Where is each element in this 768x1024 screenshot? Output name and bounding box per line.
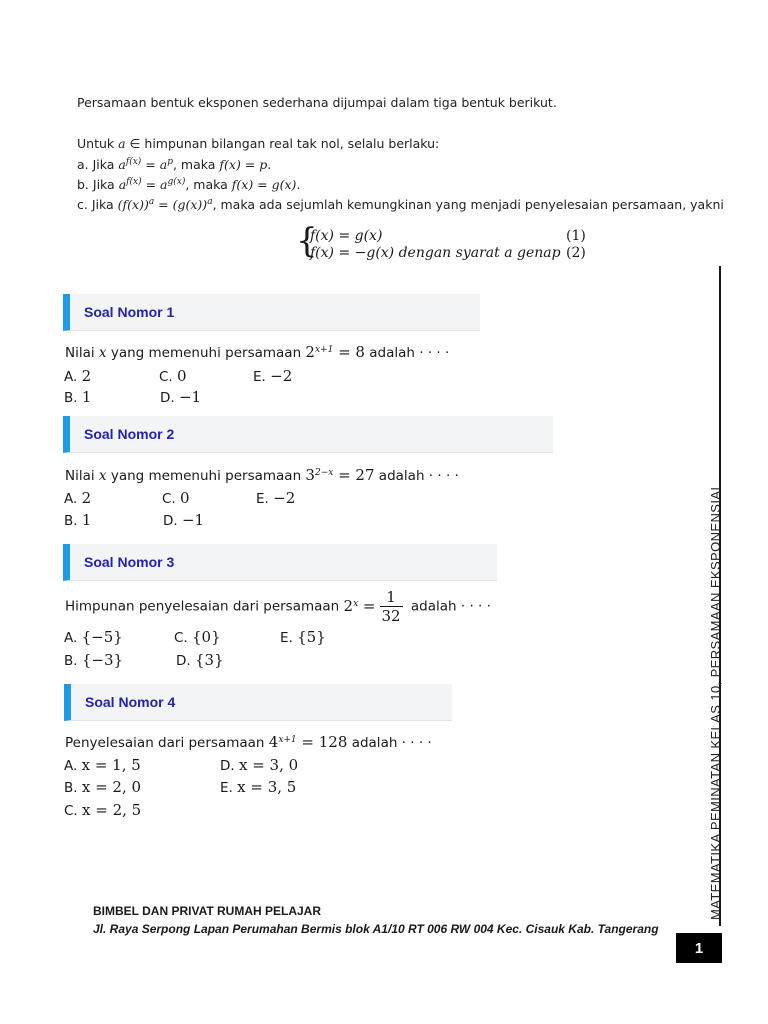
soal-3-option-c[interactable]: C. {0} bbox=[174, 628, 221, 646]
soal-2-option-d[interactable]: D. −1 bbox=[163, 511, 205, 529]
brace-symbol: { bbox=[296, 221, 318, 261]
soal-2-header bbox=[63, 416, 553, 453]
soal-2-option-e[interactable]: E. −2 bbox=[256, 489, 296, 507]
page-number: 1 bbox=[676, 933, 722, 963]
fraction: $\frac{1}{32}$ bbox=[381, 588, 401, 625]
soal-4-option-b[interactable]: B. x = 2, 0 bbox=[64, 778, 142, 796]
intro-line: Persamaan bentuk eksponen sederhana dijumpai dalam tiga bentuk berikut. bbox=[77, 95, 557, 110]
soal-3-option-b[interactable]: B. {−3} bbox=[64, 651, 124, 669]
soal-3-header bbox=[63, 544, 497, 581]
soal-1-option-e[interactable]: E. −2 bbox=[253, 367, 293, 385]
soal-4-option-e[interactable]: E. x = 3, 5 bbox=[220, 778, 297, 796]
case-2-number: (2) bbox=[566, 245, 586, 261]
untuk-var: a bbox=[118, 136, 126, 151]
side-title: MATEMATIKA PEMINATAN KELAS 10, PERSAMAAN EKSPONENSIAL bbox=[708, 482, 723, 920]
soal-4-title: Soal Nomor 4 bbox=[85, 694, 176, 710]
rule-b: b. Jika $a^{f(x)} = a^{g(x)}$, maka f(x) = g(x). bbox=[77, 177, 301, 192]
soal-4-option-a[interactable]: A. x = 1, 5 bbox=[64, 756, 141, 774]
untuk-line bbox=[77, 136, 439, 151]
soal-1-option-a[interactable]: A. 2 bbox=[64, 367, 92, 385]
rule-b-maka: , maka bbox=[185, 177, 232, 192]
rule-a-maka: , maka bbox=[172, 157, 220, 172]
soal-2-option-c[interactable]: C. 0 bbox=[162, 489, 190, 507]
rule-b-label: b. Jika bbox=[77, 177, 119, 192]
soal-1-header bbox=[63, 294, 480, 331]
soal-2-option-b[interactable]: B. 1 bbox=[64, 511, 92, 529]
soal-1-question: Nilai x yang memenuhi persamaan $2^{x+1} = 8$ adalah · · · · bbox=[65, 343, 450, 361]
case-1-number: (1) bbox=[566, 228, 586, 244]
soal-3-option-a[interactable]: A. {−5} bbox=[64, 628, 123, 646]
footer-address: Jl. Raya Serpong Lapan Perumahan Bermis blok A1/10 RT 006 RW 004 Kec. Cisauk Kab. Tangerang bbox=[93, 922, 659, 936]
soal-3-title: Soal Nomor 3 bbox=[84, 554, 175, 570]
soal-4-option-d[interactable]: D. x = 3, 0 bbox=[220, 756, 299, 774]
rule-a-label: a. Jika bbox=[77, 157, 119, 172]
soal-4-header bbox=[64, 684, 452, 721]
soal-1-option-c[interactable]: C. 0 bbox=[159, 367, 187, 385]
soal-2-option-a[interactable]: A. 2 bbox=[64, 489, 92, 507]
rule-c-label: c. Jika bbox=[77, 197, 118, 212]
soal-2-question: Nilai x yang memenuhi persamaan $3^{2-x} = 27$ adalah · · · · bbox=[65, 466, 459, 484]
rule-c-rest: , maka ada sejumlah kemungkinan yang menjadi penyelesaian persamaan, yakni bbox=[212, 197, 724, 212]
soal-1-option-d[interactable]: D. −1 bbox=[160, 388, 202, 406]
rule-c: c. Jika $(f(x))^a = (g(x))^a$, maka ada sejumlah kemungkinan yang menjadi penyelesaian persamaan, yakni bbox=[77, 197, 724, 212]
soal-4-option-c[interactable]: C. x = 2, 5 bbox=[64, 801, 142, 819]
cases-block bbox=[296, 221, 596, 266]
untuk-rest: ∈ himpunan bilangan real tak nol, selalu berlaku: bbox=[125, 136, 440, 151]
footer-title: BIMBEL DAN PRIVAT RUMAH PELAJAR bbox=[93, 904, 322, 918]
untuk-pre: Untuk bbox=[77, 136, 119, 151]
soal-2-title: Soal Nomor 2 bbox=[84, 426, 175, 442]
soal-3-option-e[interactable]: E. {5} bbox=[280, 628, 326, 646]
case-1: f(x) = g(x) bbox=[310, 228, 383, 244]
soal-3-option-d[interactable]: D. {3} bbox=[176, 651, 224, 669]
rule-a: a. Jika $a^{f(x)} = a^p$, maka f(x) = p. bbox=[77, 157, 272, 172]
case-2: f(x) = −g(x) dengan syarat a genap bbox=[310, 245, 561, 261]
soal-4-question: Penyelesaian dari persamaan $4^{x+1} = 128$ adalah · · · · bbox=[65, 733, 432, 751]
soal-1-option-b[interactable]: B. 1 bbox=[64, 388, 92, 406]
soal-1-title: Soal Nomor 1 bbox=[84, 304, 175, 320]
soal-3-question: Himpunan penyelesaian dari persamaan $2^x$ = $\frac{1}{32}$ adalah · · · · bbox=[65, 588, 491, 625]
